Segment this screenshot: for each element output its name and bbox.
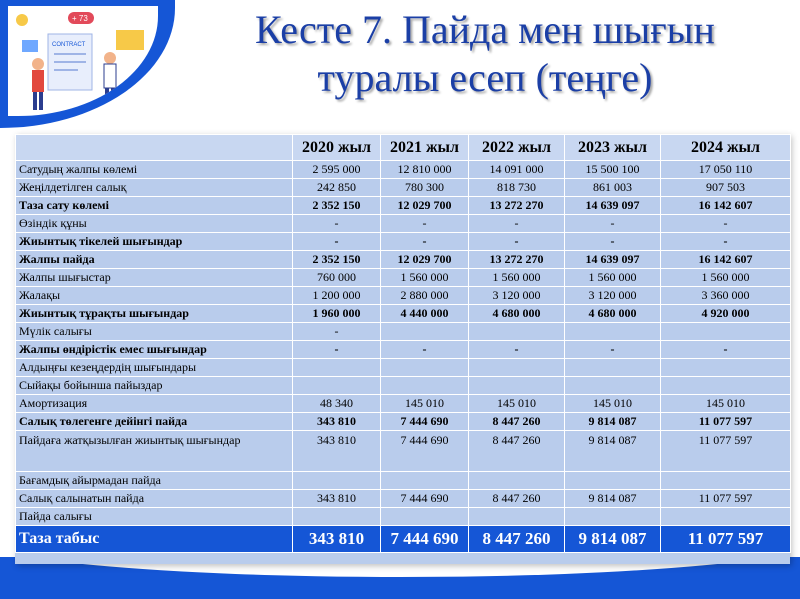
total-label: Таза табыс — [16, 526, 293, 553]
badge-label: + 73 — [72, 14, 88, 23]
value-cell: - — [293, 233, 381, 251]
row-label: Бағамдық айырмадан пайда — [16, 472, 293, 490]
value-cell — [293, 472, 381, 490]
value-cell — [381, 377, 469, 395]
value-cell: 1 200 000 — [293, 287, 381, 305]
title-line-1: Кесте 7. Пайда мен шығын — [255, 7, 715, 52]
value-cell: - — [661, 215, 791, 233]
value-cell: - — [293, 341, 381, 359]
value-cell: 11 077 597 — [661, 413, 791, 431]
value-cell: 145 010 — [565, 395, 661, 413]
row-label: Жиынтық тұрақты шығындар — [16, 305, 293, 323]
value-cell: - — [293, 323, 381, 341]
value-cell: 343 810 — [293, 431, 381, 472]
value-cell — [661, 323, 791, 341]
table-row — [16, 233, 791, 251]
table-row — [16, 359, 791, 377]
value-cell: 7 444 690 — [381, 413, 469, 431]
value-cell: 12 029 700 — [381, 251, 469, 269]
value-cell: 1 560 000 — [565, 269, 661, 287]
value-cell: 3 360 000 — [661, 287, 791, 305]
table-row — [16, 179, 791, 197]
total-value: 8 447 260 — [469, 526, 565, 553]
table-row — [16, 508, 791, 526]
table-row — [16, 377, 791, 395]
total-value: 7 444 690 — [381, 526, 469, 553]
value-cell: 1 560 000 — [661, 269, 791, 287]
table-header-row — [16, 135, 791, 161]
table-row — [16, 269, 791, 287]
value-cell — [661, 508, 791, 526]
row-label: Амортизация — [16, 395, 293, 413]
value-cell — [381, 359, 469, 377]
page-title — [180, 6, 790, 102]
value-cell — [469, 377, 565, 395]
value-cell — [293, 377, 381, 395]
value-cell — [565, 377, 661, 395]
value-cell: 1 560 000 — [469, 269, 565, 287]
table-row — [16, 323, 791, 341]
value-cell: - — [381, 215, 469, 233]
value-cell: 1 560 000 — [381, 269, 469, 287]
value-cell: 1 960 000 — [293, 305, 381, 323]
contract-illustration — [8, 6, 158, 116]
value-cell: 4 680 000 — [565, 305, 661, 323]
row-label: Сыйақы бойынша пайыздар — [16, 377, 293, 395]
value-cell — [469, 359, 565, 377]
value-cell — [293, 508, 381, 526]
value-cell: 4 920 000 — [661, 305, 791, 323]
value-cell — [565, 323, 661, 341]
value-cell — [381, 323, 469, 341]
value-cell: 7 444 690 — [381, 431, 469, 472]
value-cell: - — [469, 215, 565, 233]
value-cell: 145 010 — [381, 395, 469, 413]
table-row — [16, 161, 791, 179]
value-cell: 8 447 260 — [469, 490, 565, 508]
value-cell — [469, 472, 565, 490]
value-cell: 8 447 260 — [469, 431, 565, 472]
value-cell: 242 850 — [293, 179, 381, 197]
value-cell: 4 680 000 — [469, 305, 565, 323]
value-cell — [565, 508, 661, 526]
value-cell: - — [565, 215, 661, 233]
value-cell: 9 814 087 — [565, 431, 661, 472]
value-cell: 343 810 — [293, 490, 381, 508]
value-cell — [565, 359, 661, 377]
value-cell: 907 503 — [661, 179, 791, 197]
value-cell: 15 500 100 — [565, 161, 661, 179]
value-cell: 13 272 270 — [469, 197, 565, 215]
value-cell: - — [565, 233, 661, 251]
value-cell: 12 029 700 — [381, 197, 469, 215]
title-line-2: туралы есеп (теңге) — [317, 55, 653, 100]
illustration-panel — [8, 6, 158, 116]
value-cell: 2 595 000 — [293, 161, 381, 179]
value-cell: 4 440 000 — [381, 305, 469, 323]
value-cell: 14 091 000 — [469, 161, 565, 179]
value-cell: 861 003 — [565, 179, 661, 197]
row-label: Салық төлегенге дейінгі пайда — [16, 413, 293, 431]
value-cell: 16 142 607 — [661, 197, 791, 215]
total-value: 343 810 — [293, 526, 381, 553]
header-cell: 2022 жыл — [469, 135, 565, 161]
row-label: Жалпы өндірістік емес шығындар — [16, 341, 293, 359]
value-cell: 3 120 000 — [469, 287, 565, 305]
value-cell: 760 000 — [293, 269, 381, 287]
income-statement-table — [15, 134, 790, 564]
row-label: Жиынтық тікелей шығындар — [16, 233, 293, 251]
value-cell: - — [661, 341, 791, 359]
value-cell: 145 010 — [661, 395, 791, 413]
header-cell: 2023 жыл — [565, 135, 661, 161]
value-cell — [381, 508, 469, 526]
value-cell: 780 300 — [381, 179, 469, 197]
header-cell — [16, 135, 293, 161]
value-cell: 14 639 097 — [565, 251, 661, 269]
value-cell: 48 340 — [293, 395, 381, 413]
value-cell — [661, 472, 791, 490]
value-cell: 9 814 087 — [565, 490, 661, 508]
value-cell: 11 077 597 — [661, 431, 791, 472]
value-cell: - — [469, 233, 565, 251]
total-value: 9 814 087 — [565, 526, 661, 553]
header-cell: 2020 жыл — [293, 135, 381, 161]
value-cell — [661, 377, 791, 395]
value-cell: 7 444 690 — [381, 490, 469, 508]
value-cell: 8 447 260 — [469, 413, 565, 431]
table-row — [16, 251, 791, 269]
row-label: Пайда салығы — [16, 508, 293, 526]
row-label: Сатудың жалпы көлемі — [16, 161, 293, 179]
table-row — [16, 413, 791, 431]
contract-label: CONTRACT — [52, 42, 86, 48]
table-row — [16, 431, 791, 472]
value-cell: - — [381, 341, 469, 359]
header-cell: 2021 жыл — [381, 135, 469, 161]
value-cell — [661, 359, 791, 377]
total-row — [16, 526, 791, 553]
value-cell: - — [469, 341, 565, 359]
row-label: Пайдаға жатқызылған жиынтық шығындар — [16, 431, 293, 472]
value-cell: - — [565, 341, 661, 359]
value-cell: - — [381, 233, 469, 251]
value-cell: 818 730 — [469, 179, 565, 197]
row-label: Жалпы пайда — [16, 251, 293, 269]
value-cell: 11 077 597 — [661, 490, 791, 508]
value-cell — [469, 508, 565, 526]
row-label: Мүлік салығы — [16, 323, 293, 341]
value-cell: 16 142 607 — [661, 251, 791, 269]
value-cell: 2 352 150 — [293, 197, 381, 215]
total-value: 11 077 597 — [661, 526, 791, 553]
value-cell — [381, 472, 469, 490]
row-label: Өзіндік құны — [16, 215, 293, 233]
row-label: Жалпы шығыстар — [16, 269, 293, 287]
table-row — [16, 395, 791, 413]
row-label: Жалақы — [16, 287, 293, 305]
table-row — [16, 215, 791, 233]
table-row — [16, 197, 791, 215]
row-label: Жеңілдетілген салық — [16, 179, 293, 197]
table-row — [16, 490, 791, 508]
value-cell: 17 050 110 — [661, 161, 791, 179]
value-cell: 13 272 270 — [469, 251, 565, 269]
value-cell: - — [293, 215, 381, 233]
value-cell: 12 810 000 — [381, 161, 469, 179]
value-cell: 145 010 — [469, 395, 565, 413]
value-cell: 2 352 150 — [293, 251, 381, 269]
table-row — [16, 472, 791, 490]
value-cell: 9 814 087 — [565, 413, 661, 431]
row-label: Салық салынатын пайда — [16, 490, 293, 508]
table-row — [16, 305, 791, 323]
value-cell — [293, 359, 381, 377]
table-row — [16, 287, 791, 305]
value-cell: - — [661, 233, 791, 251]
row-label: Алдыңғы кезеңдердің шығындары — [16, 359, 293, 377]
value-cell: 14 639 097 — [565, 197, 661, 215]
header-cell: 2024 жыл — [661, 135, 791, 161]
table-row — [16, 341, 791, 359]
row-label: Таза сату көлемі — [16, 197, 293, 215]
value-cell: 3 120 000 — [565, 287, 661, 305]
value-cell: 343 810 — [293, 413, 381, 431]
value-cell — [565, 472, 661, 490]
value-cell: 2 880 000 — [381, 287, 469, 305]
value-cell — [469, 323, 565, 341]
